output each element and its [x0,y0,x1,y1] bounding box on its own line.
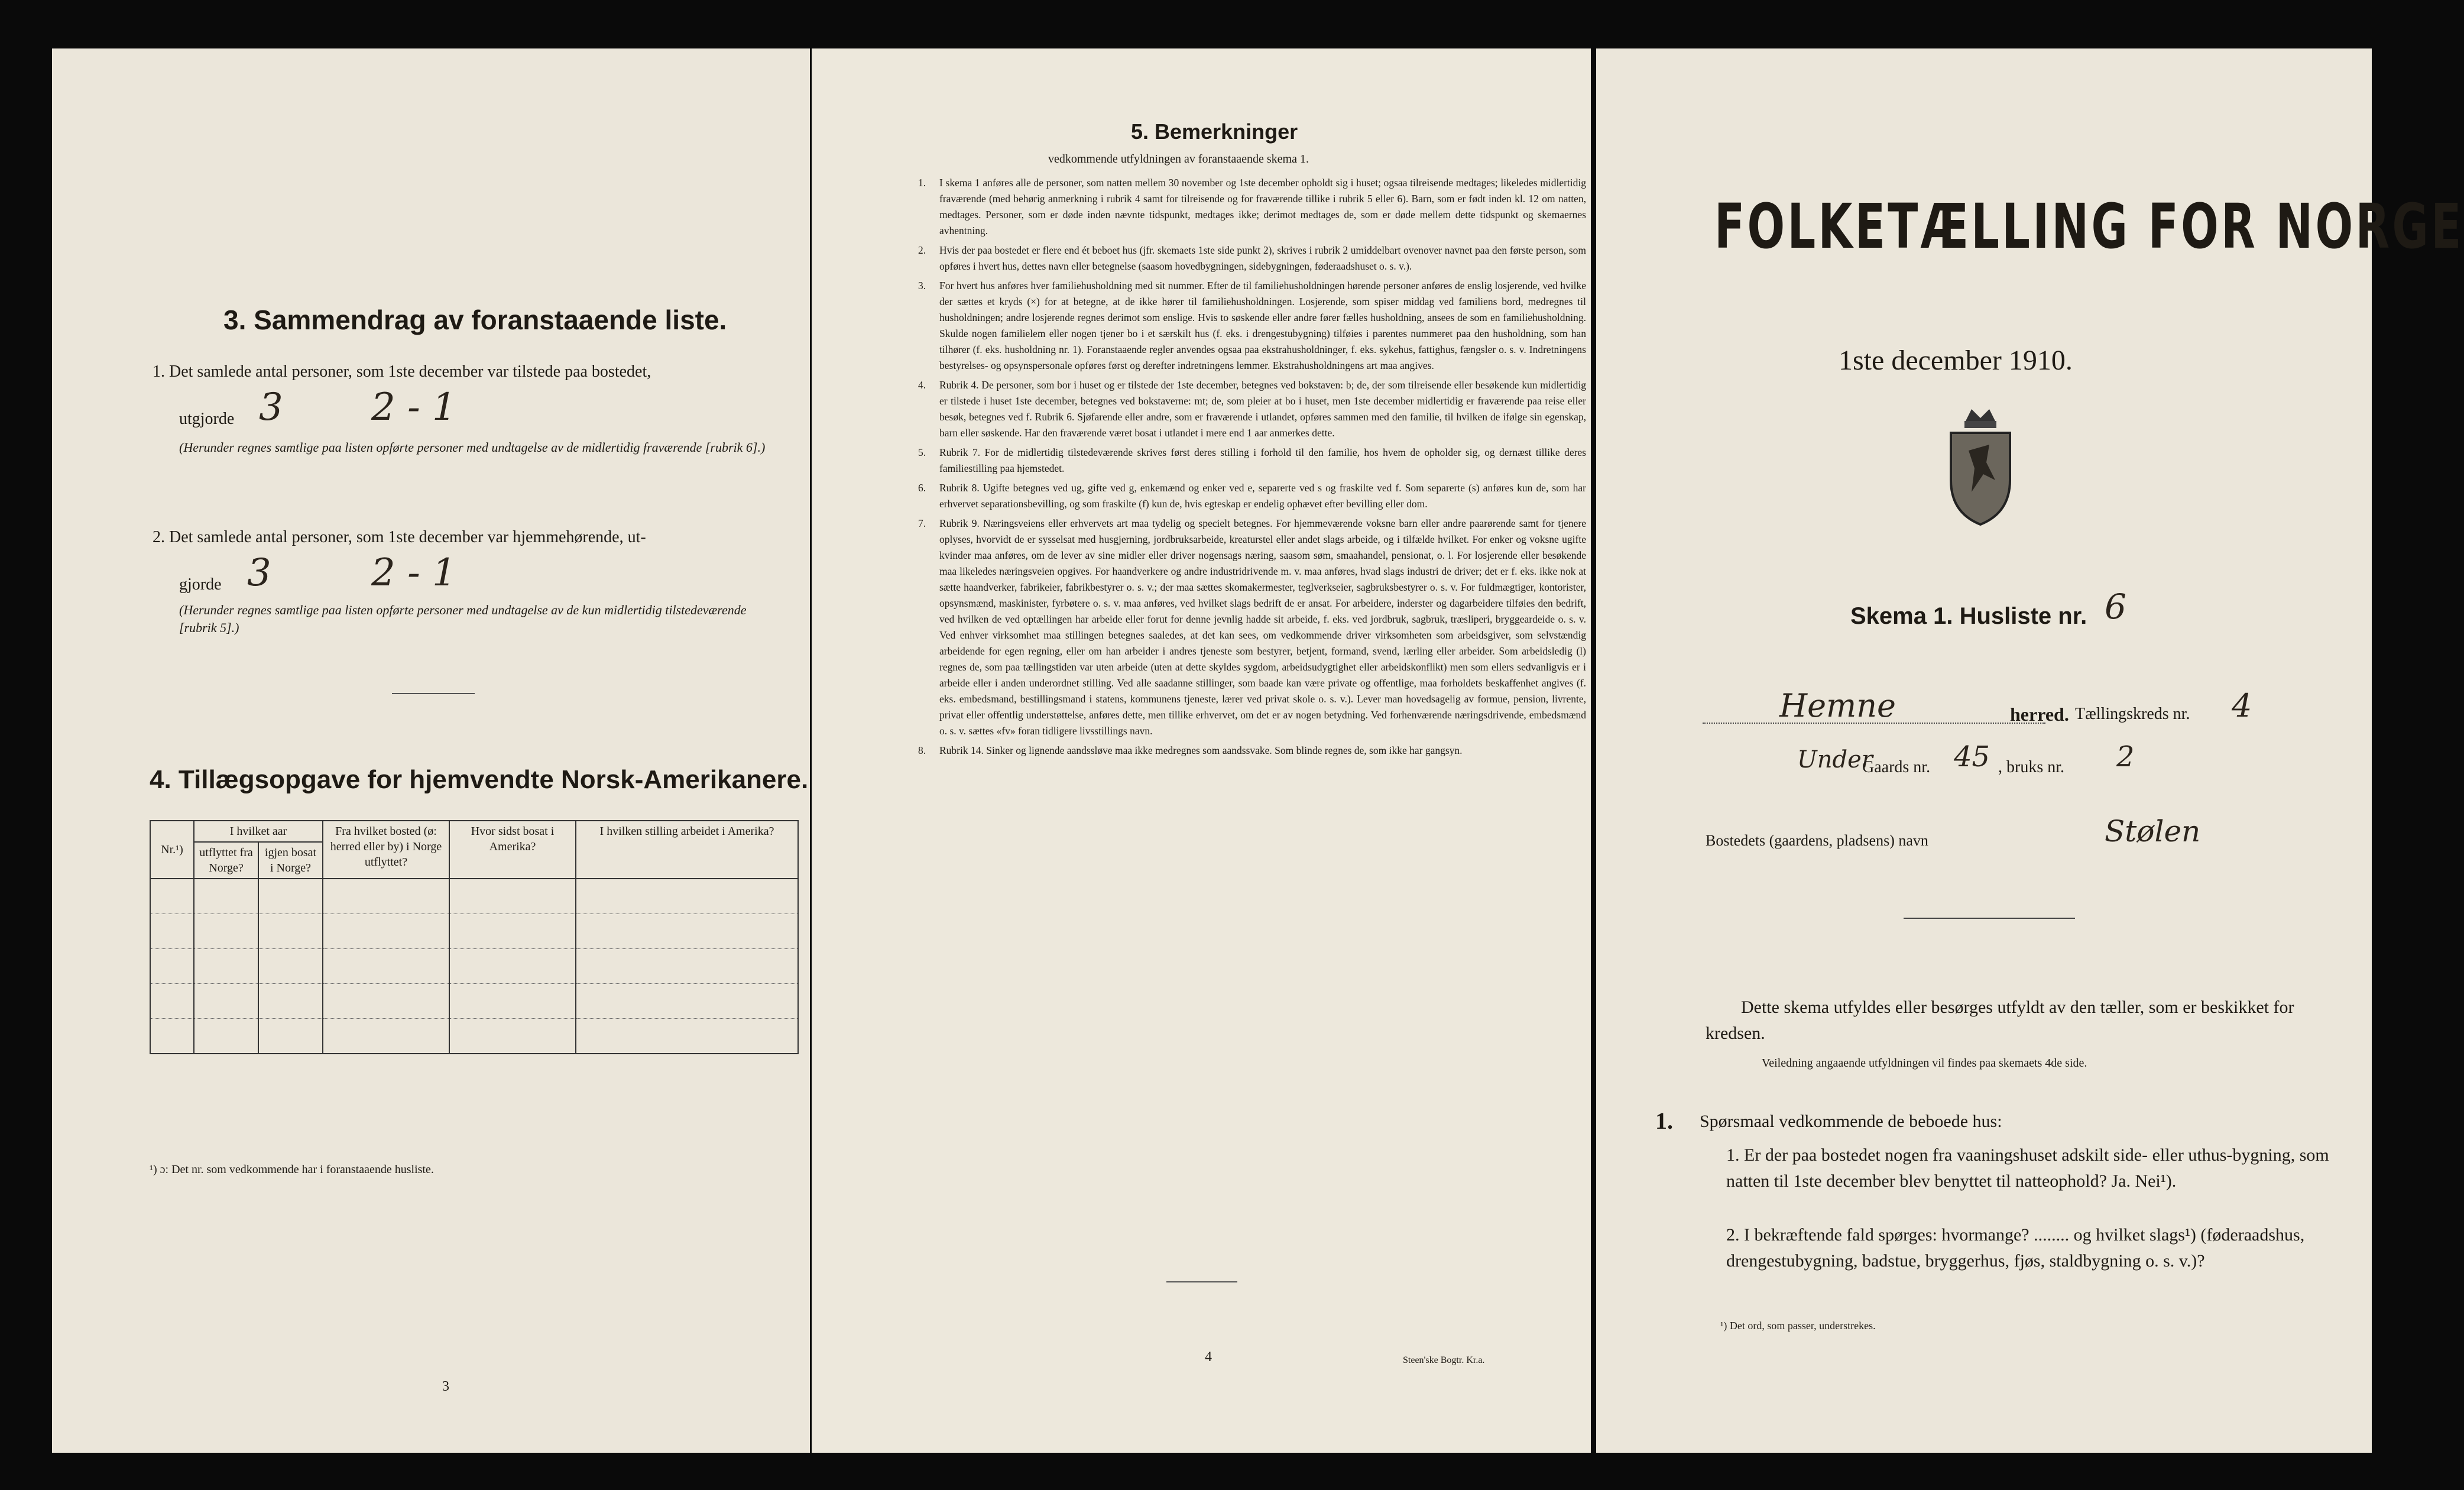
remark-number: 4. [918,379,926,391]
kreds-label: Tællingskreds nr. [2075,705,2190,723]
question-2: 2. I bekræftende fald spørges: hvormange? ........ og hvilket slags¹) (føderaadshus, drengestubygning, badstue, bryggerhus, fjøs, staldbygning o. s. v.)? [1726,1225,2305,1271]
instruction-text: Dette skema utfyldes eller besørges utfyldt av den tæller, som er beskikket for kredsen. [1706,997,2294,1043]
page-number: 4 [1205,1349,1212,1365]
col-group-year: I hvilket aar [194,821,323,842]
divider [1904,918,2075,919]
col-utflyttet: utflyttet fra Norge? [194,842,258,879]
remark-text: Rubrik 14. Sinker og lignende aandssløve maa ikke medregnes som aandssvake. Som blinde regnes de, som ikke har gangsyn. [939,744,1463,756]
table-row [150,984,798,1019]
summary-item-2-gjorde: gjorde [179,575,222,594]
col-igjen: igjen bosat i Norge? [258,842,323,879]
col-hvor: Hvor sidst bosat i Amerika? [449,821,576,879]
gaards-prefix: Under [1797,746,1873,773]
divider [392,693,475,694]
handwritten-count-2a: 3 [247,551,271,595]
table-row [150,949,798,984]
bruks-value: 2 [2116,740,2135,773]
gaards-label: Gaards nr. [1862,758,1931,776]
census-date: 1ste december 1910. [1839,345,2073,376]
remark-item [918,278,1586,374]
veiledning-text: Veiledning angaaende utfyldningen vil findes paa skemaets 4de side. [1762,1057,2087,1070]
remark-number: 8. [918,744,926,756]
remarks-list [918,175,1586,762]
remark-number: 1. [918,177,926,189]
table-row [150,1019,798,1054]
coat-of-arms-icon [1942,409,2019,527]
remark-number: 5. [918,446,926,458]
schema-label: Skema 1. Husliste nr. [1850,603,2087,629]
page-right [1596,48,2464,1453]
table-footnote: ¹) ɔ: Det nr. som vedkommende har i foranstaaende husliste. [150,1163,434,1176]
kreds-value: 4 [2232,687,2252,724]
section-4-title: 4. Tillægsopgave for hjemvendte Norsk-Amerikanere. [150,765,809,794]
divider [1166,1281,1237,1282]
table-row [150,914,798,949]
remark-text: Hvis der paa bostedet er flere end ét beboet hus (jfr. skemaets 1ste side punkt 2), skrives i rubrik 2 umiddelbart ovenover navnet paa den første person, som opføres i hvert hus, dettes navn eller betegnelse (saasom hovedbygningen, sidebygningen, føderaadshuset o. s. v.). [939,244,1586,272]
remark-item [918,743,1586,759]
bruks-label: , bruks nr. [1998,758,2064,776]
question-section-title: Spørsmaal vedkommende de beboede hus: [1700,1112,2002,1131]
remark-text: I skema 1 anføres alle de personer, som natten mellem 30 november og 1ste december opholdt sig i huset; ogsaa tilreisende medtages; likeledes midlertidig fraværende (med behørig anmerkning i rubrik 4 samt for tilreisende og for fraværende tillike i rubrik 5 eller 6). Barn, som er født inden kl. 12 om natten, medtages. Personer, som er døde inden nævnte tidspunkt, medtages ikke; derimot medtages de, som er døde mellem dette tidspunkt og skemaernes avhentning. [939,177,1586,237]
remark-item [918,175,1586,239]
page-number: 3 [442,1379,449,1394]
husliste-number: 6 [2105,587,2126,627]
remark-item [918,480,1586,512]
summary-item-1-utgjorde: utgjorde [179,410,235,428]
census-title: FOLKETÆLLING FOR NORGE [1714,190,2464,263]
remark-number: 3. [918,280,926,291]
remark-text: Rubrik 4. De personer, som bor i huset og er tilstede der 1ste december, betegnes ved bokstaven: b; de, der som tilreisende eller besøkende kun midlertidig er tilstede i huset 1ste december, betegnes ved bokstaverne: mt; de, som pleier at bo i huset, men 1ste december midlertidig er fraværende paa reise eller besøk, betegnes ved f. Rubrik 6. Sjøfarende eller andre, som er fraværende i utlandet, opføres sammen med den familie, til hvilken de ifølge sin egenskap, barn eller søskende. Har den fraværende været bosat i utlandet i mere end 1 aar anmerkes dette. [939,379,1586,439]
col-nr: Nr.¹) [150,821,194,879]
remark-text: Rubrik 9. Næringsveiens eller erhvervets art maa tydelig og specielt betegnes. For hjemmeværende voksne barn eller andre paarørende samt for tjenere oplyses, hvorvidt de er sysselsat med husgjerning, jordbruksarbeide, kreaturstel eller andet slags arbeide, og i tilfælde hvilket. For enker og voksne ugifte kvinder maa anføres, om de lever av sine midler eller driver nogensags næring, saasom søm, smaahandel, pensionat, o. l. For losjerende eller besøkende maa likeledes næringsveien opgives. For haandverkere og andre industridrivende m. v. maa anføres, hvad slags industri de driver; det er f. eks. ikke nok at sætte haandverker, fabrikeier, fabrikbestyrer o. s. v.; der maa sættes skomakermester, teglverkseier, sagbruksbestyrer o. s. v. For fuldmægtiger, kontorister, opsynsmænd, maskinister, fyrbøtere o. s. v. maa anføres, ved hvilket slags bedrift de er ansat. For arbeidere, inderster og dagarbeidere tilføies den bedrift, ved hvilken de ved optællingen har arbeide eller forut for denne jevnlig hadde sit arbeide, f. eks. ved jordbruk, sagbruk, træsliperi, bryggeardeide o. s. v. Ved enhver virksomhet maa stillingen betegnes saaledes, at det kan sees, om vedkommende driver virksomheten som arbeidsgiver, som selvstændig arbeidende for egen regning, eller om han arbeider i andres tjeneste som bestyrer, betjent, formand, svend, lærling eller arbeider. Som arbeidsledig (l) regnes de, som paa tællingstiden var uten arbeide (uten at dette skyldes sygdom, arbeidsudygtighet eller arbeidskonflikt) men som ellers sedvanligvis er i arbeide eller i anden underordnet stilling. Ved alle saadanne stillinger, som baade kan være private og offentlige, maa forholdets beskaffenhet angives (f. eks. embedsmand, bestillingsmand i statens, kommunens tjeneste, lærer ved privat skole o. s. v.). Lever man hovedsagelig av formue, pension, livrente, privat eller offentlig understøttelse, anføres dette, men tillike erhvervet, om det er av nogen betydning. Ved forhenværende næringsdrivende, embedsmænd o. s. v. sættes «fv» foran tidligere livsstillings navn. [939,517,1586,737]
remark-item [918,377,1586,441]
table-row [150,879,798,914]
summary-item-1: 1. Det samlede antal personer, som 1ste december var tilstede paa bostedet, [153,362,651,381]
remark-item [918,242,1586,274]
remark-number: 2. [918,244,926,256]
remark-text: Rubrik 8. Ugifte betegnes ved ug, gifte ved g, enkemænd og enker ved e, separerte ved s og fraskilte ved f. Som separerte (s) anføres kun de, som har erhvervet separationsbevilling, og som fraskilte (f) kun de, hvis egteskap er endelig ophævet efter bevilling eller dom. [939,482,1586,510]
remarks-notes [918,175,1586,759]
tillaeg-table [150,820,799,1054]
col-stilling: I hvilken stilling arbeidet i Amerika? [576,821,798,879]
handwritten-count-1a: 3 [259,386,283,429]
question-1: 1. Er der paa bostedet nogen fra vaaningshuset adskilt side- eller uthus-bygning, som natten til 1ste december blev benyttet til natteophold? Ja. Nei¹). [1726,1145,2329,1191]
gaards-value: 45 [1954,740,1990,773]
summary-item-1-note: (Herunder regnes samtlige paa listen opførte personer med undtagelse av de midlertidig fraværende [rubrik 6].) [179,440,766,455]
remarks-title: 5. Bemerkninger [1131,119,1298,144]
herred-value: Hemne [1779,687,1896,724]
remark-number: 7. [918,517,926,529]
page-middle [812,48,1591,1453]
bosted-label: Bostedets (gaardens, pladsens) navn [1706,832,1928,849]
remark-text: Rubrik 7. For de midlertidig tilstedeværende skrives først deres stilling i forhold til den familie, hos hvem de opholder sig, og dernæst tillike deres familiestilling paa hjemstedet. [939,446,1586,474]
summary-item-2: 2. Det samlede antal personer, som 1ste december var hjemmehørende, ut- [153,528,646,546]
printer-mark: Steen'ske Bogtr. Kr.a. [1403,1355,1485,1365]
bosted-value: Stølen [2105,814,2201,848]
section-3-title: 3. Sammendrag av foranstaaende liste. [223,305,727,335]
page-left [52,48,810,1453]
herred-label: herred. [2010,704,2069,725]
remarks-subtitle: vedkommende utfyldningen av foranstaaende skema 1. [1048,153,1309,166]
col-fra: Fra hvilket bosted (ø: herred eller by) i Norge utflyttet? [323,821,449,879]
right-footnote: ¹) Det ord, som passer, understrekes. [1720,1320,1876,1332]
remark-text: For hvert hus anføres hver familiehusholdning med sit nummer. Efter de til familiehusholdningen hørende personer anføres de enslig losjerende, ved hvilke der sættes et kryds (×) for at betegne, at de ikke hører til familiehusholdningen. Losjerende, som spiser middag ved familiens bord, medregnes til husholdningen; andre losjerende regnes derimot som enslige. Hvis to søskende eller andre fører fælles husholdning, ansees de som en familiehusholdning. Skulde nogen familielem eller nogen tjener bo i et særskilt hus (f. eks. i drengestubygning) tilføies i parentes nummeret paa den husholdning, som han tilhører (f. eks. husholdning nr. 1). Foranstaaende regler anvendes ogsaa paa ekstrahusholdninger, f. eks. sykehus, fattighus, fængsler o. s. v. Indretningens bestyrelses- og opsynspersonale opføres først og derefter indretningens lemmer. Ekstrahusholdningens art maa angives. [939,280,1586,371]
handwritten-count-1b: 2 - 1 [371,386,456,429]
remark-number: 6. [918,482,926,494]
remark-item [918,516,1586,739]
question-section-number: 1. [1655,1107,1673,1134]
handwritten-count-2b: 2 - 1 [371,551,456,595]
remark-item [918,445,1586,477]
summary-item-2-note: (Herunder regnes samtlige paa listen opførte personer med undtagelse av de kun midlertidig tilstedeværende [rubrik 5].) [179,603,747,635]
